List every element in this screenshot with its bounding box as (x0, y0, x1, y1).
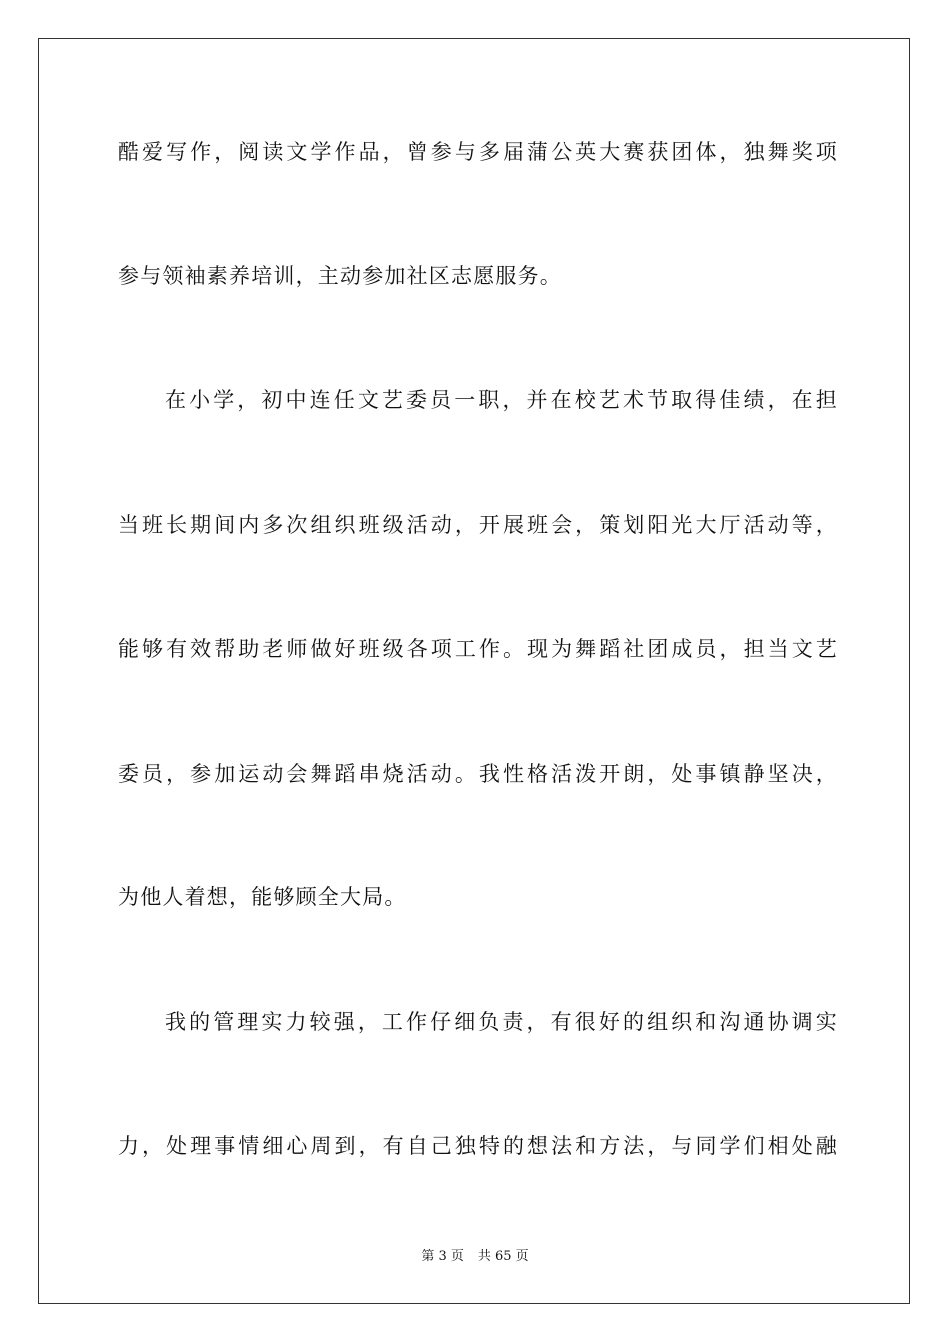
text-line-9: 力，处理事情细心周到，有自己独特的想法和方法，与同学们相处融 (118, 1134, 838, 1158)
text-line-5: 能够有效帮助老师做好班级各项工作。现为舞蹈社团成员，担当文艺 (118, 637, 838, 661)
text-line-1: 酷爱写作，阅读文学作品，曾参与多届蒲公英大赛获团体，独舞奖项 (118, 140, 838, 164)
page-number: 第 3 页 (421, 1249, 464, 1264)
page-frame (38, 38, 910, 1304)
text-line-7: 为他人着想，能够顾全大局。 (118, 885, 407, 909)
text-line-2: 参与领袖素养培训，主动参加社区志愿服务。 (118, 264, 562, 288)
page-footer (0, 1249, 950, 1265)
page-total: 共 65 页 (477, 1249, 529, 1264)
text-line-8: 我的管理实力较强，工作仔细负责，有很好的组织和沟通协调实 (165, 1010, 838, 1034)
text-line-3: 在小学，初中连任文艺委员一职，并在校艺术节取得佳绩，在担 (165, 388, 838, 412)
text-line-6: 委员，参加运动会舞蹈串烧活动。我性格活泼开朗，处事镇静坚决， (118, 762, 838, 786)
text-line-4: 当班长期间内多次组织班级活动，开展班会，策划阳光大厅活动等， (118, 513, 838, 537)
